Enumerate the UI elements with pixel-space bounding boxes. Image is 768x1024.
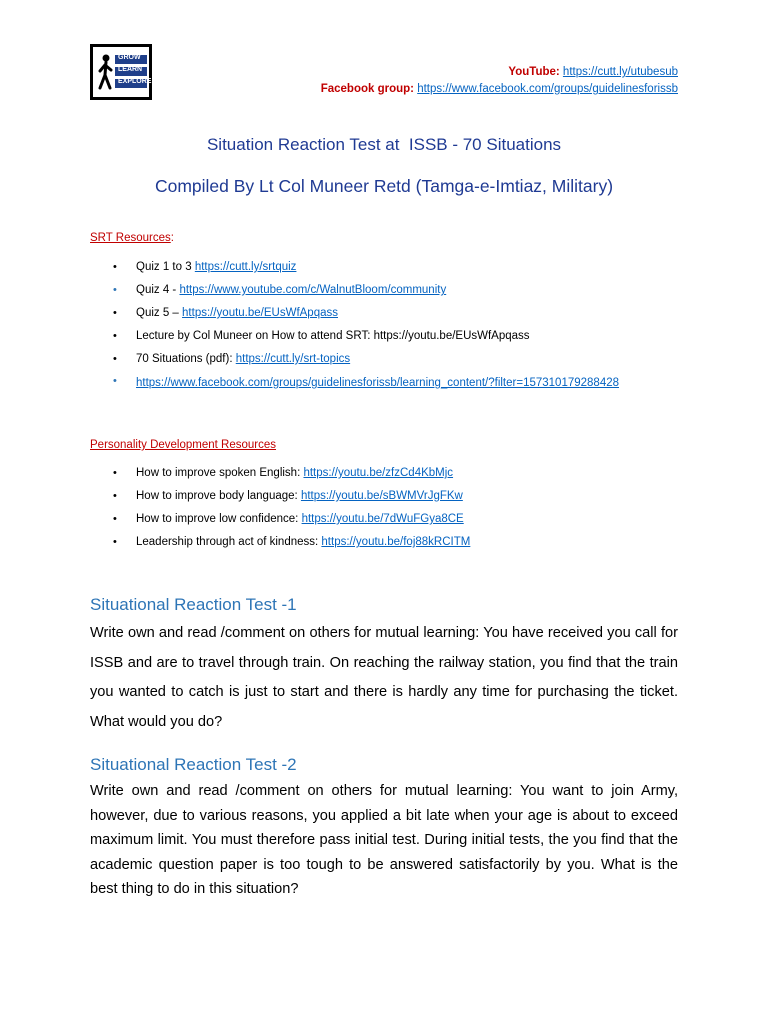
- srt-resources-heading: SRT Resources:: [90, 232, 174, 244]
- list-item: • Quiz 5 – https://youtu.be/EUsWfApqass: [90, 302, 676, 325]
- bullet-icon: •: [113, 284, 117, 296]
- resource-link[interactable]: https://www.youtube.com/c/WalnutBloom/community: [179, 284, 447, 296]
- resource-link[interactable]: https://youtu.be/7dWuFGya8CE: [301, 513, 464, 525]
- document-title: Situation Reaction Test at ISSB - 70 Situations: [206, 135, 562, 154]
- bullet-icon: •: [113, 536, 117, 548]
- resource-link[interactable]: https://cutt.ly/srtquiz: [194, 261, 297, 273]
- youtube-label: YouTube:: [508, 66, 560, 78]
- srt-resources-list: [90, 256, 676, 395]
- test-2-heading: Situational Reaction Test -2: [90, 755, 297, 774]
- list-item: • Quiz 1 to 3 https://cutt.ly/srtquiz: [90, 256, 676, 279]
- grow-learn-explore-logo: GROW LEARN EXPLORE: [90, 44, 152, 100]
- facebook-line: [321, 81, 678, 98]
- youtube-line: [321, 64, 678, 81]
- resource-link[interactable]: https://youtu.be/zfzCd4KbMjc: [303, 467, 454, 479]
- facebook-label: Facebook group:: [320, 83, 414, 95]
- test-1-body: Write own and read /comment on others for mutual learning: You have received you call for ISSB and are to travel through train. On reaching the railway station, you find that the train you wanted to catch is just to start and there is hardly any time for purchasing the ticket. What would you do?: [90, 625, 678, 730]
- list-item: • 70 Situations (pdf): https://cutt.ly/srt-topics: [90, 348, 676, 371]
- list-item: • Quiz 4 - https://www.youtube.com/c/WalnutBloom/community: [90, 279, 676, 302]
- resource-link[interactable]: https://youtu.be/sBWMVrJgFKw: [300, 490, 463, 502]
- test-2-body: Write own and read /comment on others for mutual learning: You want to join Army, however, due to various reasons, you applied a bit late when your age is about to exceed maximum limit. You must therefore pass initial test. During initial tests, the you find that the academic question paper is too tough to be answered satisfactorily by you. What is the best thing to do in this situation?: [90, 783, 678, 897]
- list-item: • Leadership through act of kindness: https://youtu.be/foj88kRCITM: [90, 531, 470, 554]
- personality-resources-list: [90, 462, 470, 554]
- resource-link[interactable]: https://www.facebook.com/groups/guidelinesforissb/learning_content/?filter=157310179288428: [136, 377, 619, 389]
- list-item: • How to improve low confidence: https://youtu.be/7dWuFGya8CE: [90, 508, 470, 531]
- bullet-icon: •: [113, 353, 117, 365]
- youtube-link[interactable]: https://cutt.ly/utubesub: [562, 66, 678, 78]
- walking-person-icon: [96, 53, 116, 93]
- document-subtitle: Compiled By Lt Col Muneer Retd (Tamga-e-Imtiaz, Military): [154, 176, 614, 196]
- personality-resources-heading: Personality Development Resources: [90, 439, 277, 451]
- resource-link[interactable]: https://youtu.be/foj88kRCITM: [321, 536, 471, 548]
- test-1-heading: Situational Reaction Test -1: [90, 595, 297, 614]
- bullet-icon: •: [113, 375, 117, 387]
- facebook-link[interactable]: https://www.facebook.com/groups/guidelinesforissb: [417, 83, 678, 95]
- bullet-icon: •: [113, 490, 117, 502]
- resource-link[interactable]: https://cutt.ly/srt-topics: [235, 353, 351, 365]
- bullet-icon: •: [113, 513, 117, 525]
- list-item: • How to improve spoken English: https://youtu.be/zfzCd4KbMjc: [90, 462, 470, 485]
- resource-link[interactable]: https://youtu.be/EUsWfApqass: [182, 307, 338, 319]
- bullet-icon: •: [113, 261, 117, 273]
- bullet-icon: •: [113, 467, 117, 479]
- bullet-icon: •: [113, 307, 117, 319]
- list-item: [90, 371, 676, 395]
- bullet-icon: •: [113, 330, 117, 342]
- list-item: • How to improve body language: https://youtu.be/sBWMVrJgFKw: [90, 485, 470, 508]
- contact-links: [321, 64, 678, 98]
- list-item: • Lecture by Col Muneer on How to attend SRT: https://youtu.be/EUsWfApqass: [90, 325, 676, 348]
